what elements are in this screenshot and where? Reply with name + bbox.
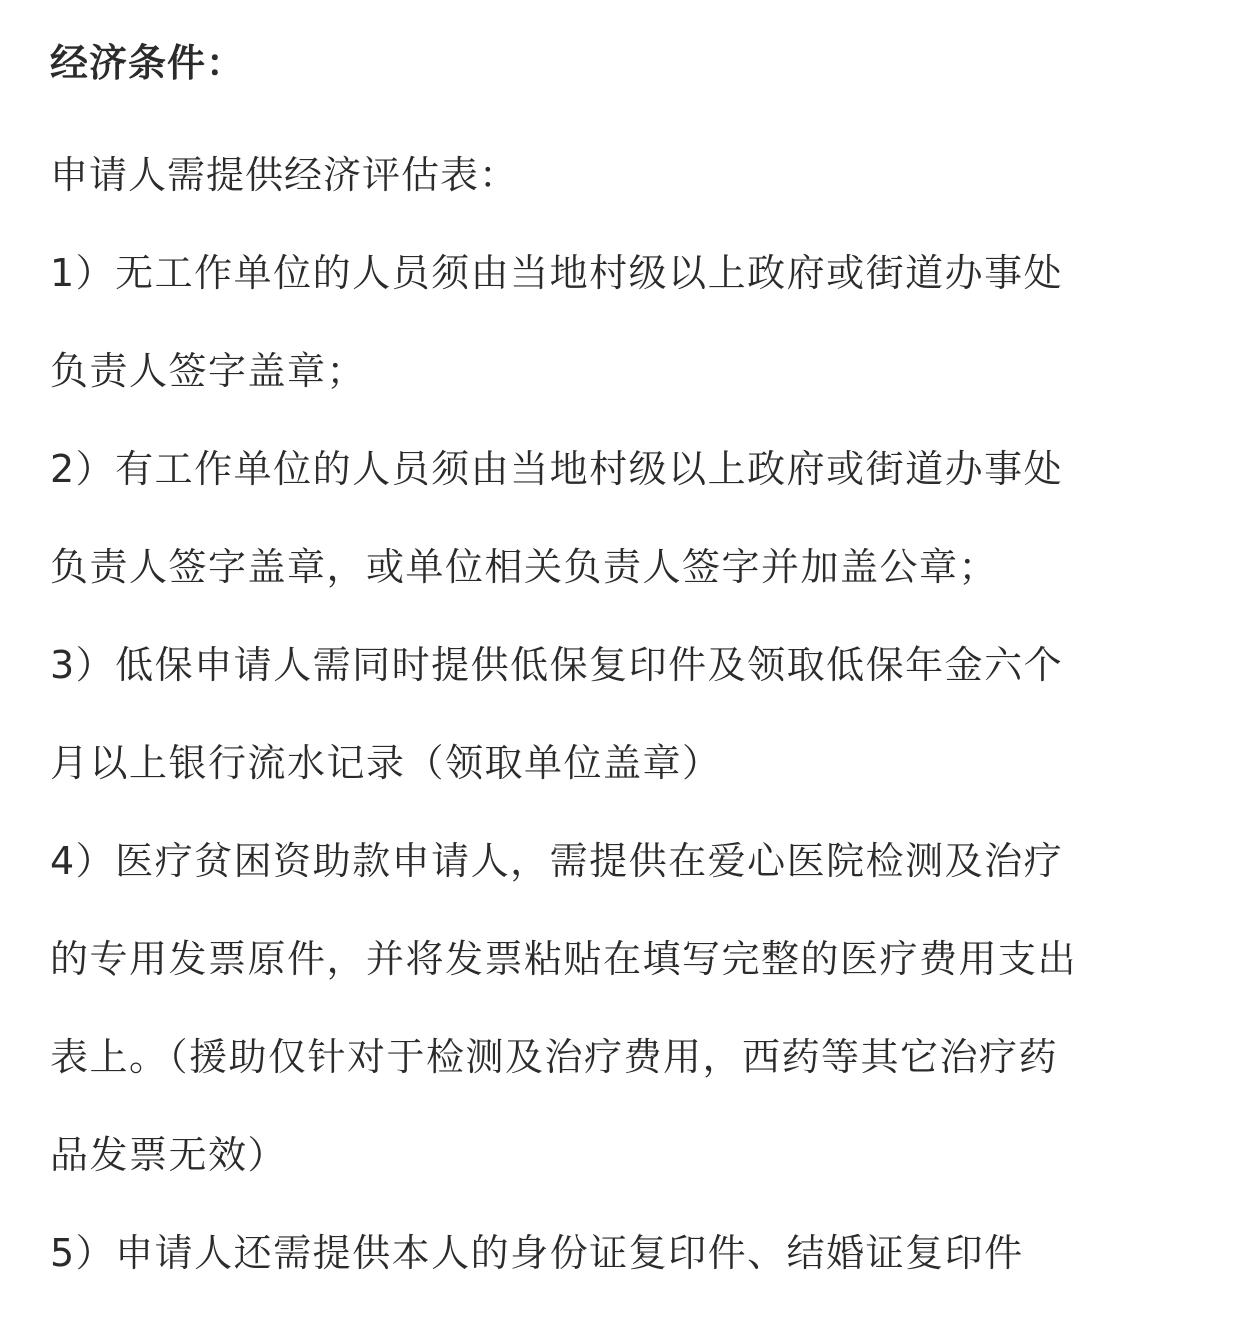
document-body xyxy=(50,28,1200,1302)
list-item-3 xyxy=(50,616,1200,812)
list-item-3-line-2: 月以上银行流水记录（领取单位盖章） xyxy=(50,741,722,785)
section-heading: 经济条件： xyxy=(50,41,246,85)
list-item-4-line-1: 4）医疗贫困资助款申请人，需提供在爱心医院检测及治疗 xyxy=(50,839,1064,883)
intro-text: 申请人需提供经济评估表： xyxy=(50,153,519,197)
list-item-2 xyxy=(50,420,1200,616)
list-item-5-line-1: 5）申请人还需提供本人的身份证复印件、结婚证复印件 xyxy=(50,1231,1024,1275)
list-item-1 xyxy=(50,224,1200,420)
list-item-4-line-4: 品发票无效） xyxy=(50,1133,288,1177)
list-item-4 xyxy=(50,812,1200,1204)
list-item-1-line-1: 1）无工作单位的人员须由当地村级以上政府或街道办事处 xyxy=(50,251,1064,295)
list-item-4-line-3: 表上。（援助仅针对于检测及治疗费用，西药等其它治疗药 xyxy=(50,1035,1059,1079)
list-item-5 xyxy=(50,1204,1200,1302)
list-item-2-line-2: 负责人签字盖章，或单位相关负责人签字并加盖公章； xyxy=(50,545,999,589)
list-item-2-line-1: 2）有工作单位的人员须由当地村级以上政府或街道办事处 xyxy=(50,447,1064,491)
list-item-4-line-2: 的专用发票原件，并将发票粘贴在填写完整的医疗费用支出 xyxy=(50,937,1078,981)
list-item-3-line-1: 3）低保申请人需同时提供低保复印件及领取低保年金六个 xyxy=(50,643,1064,687)
list-item-1-line-2: 负责人签字盖章； xyxy=(50,349,367,393)
